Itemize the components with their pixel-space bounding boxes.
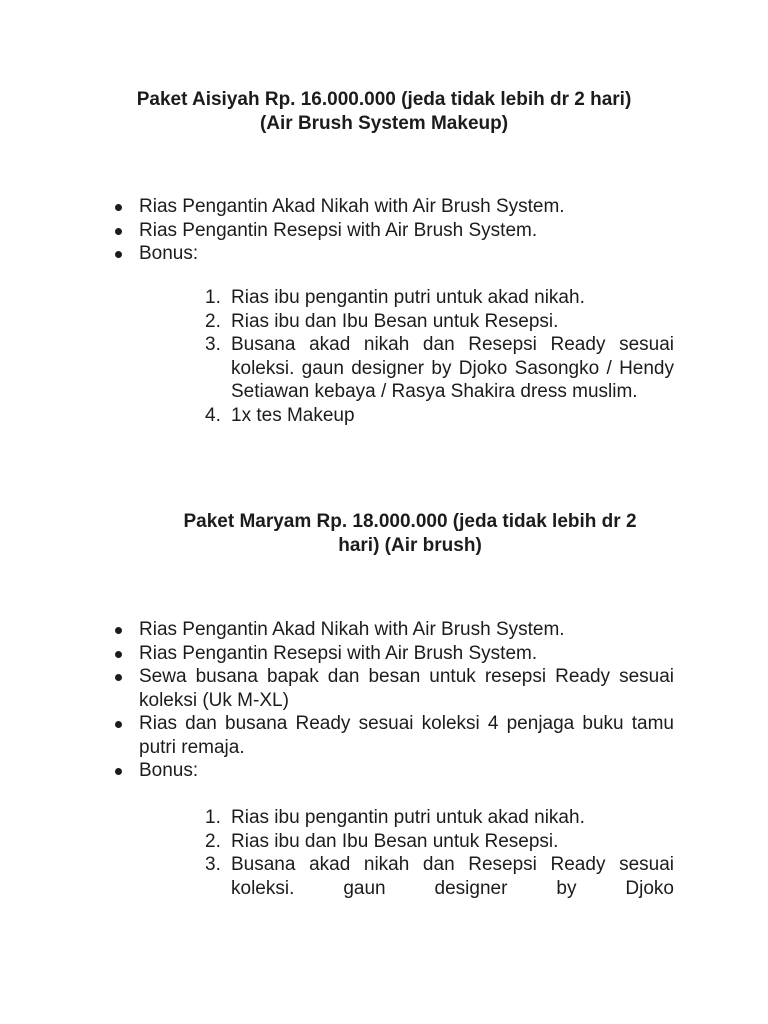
package-aisiyah-title-line1: Paket Aisiyah Rp. 16.000.000 (jeda tidak lebih dr 2 hari)	[136, 89, 632, 110]
list-item: 3. Busana akad nikah dan Resepsi Ready sesuai koleksi. gaun designer by Djoko	[205, 854, 674, 899]
package-aisiyah-title	[60, 88, 708, 136]
list-item: 2. Rias ibu dan Ibu Besan untuk Resepsi.	[205, 310, 559, 332]
package-maryam-items	[112, 618, 674, 783]
package-aisiyah-title-line2: (Air Brush System Makeup)	[259, 113, 509, 134]
bullet-icon	[115, 721, 122, 728]
list-item: Rias Pengantin Akad Nikah with Air Brush System.	[112, 195, 674, 219]
list-item: Rias Pengantin Resepsi with Air Brush System.	[112, 642, 674, 666]
list-item: 3. Busana akad nikah dan Resepsi Ready sesuai koleksi. gaun designer by Djoko Sasongko / Hendy Setiawan kebaya / Rasya Shakira dress muslim.	[205, 334, 674, 402]
list-item: 4. 1x tes Makeup	[205, 404, 355, 426]
package-maryam-title	[130, 510, 690, 558]
list-item: 1. Rias ibu pengantin putri untuk akad nikah.	[205, 287, 585, 308]
package-maryam-title-line2: hari) (Air brush)	[338, 535, 482, 556]
list-item: Sewa busana bapak dan besan untuk resepsi Ready sesuai koleksi (Uk M-XL)	[112, 665, 674, 712]
bullet-icon	[115, 228, 122, 235]
list-item: 2. Rias ibu dan Ibu Besan untuk Resepsi.	[205, 830, 559, 852]
list-item: Rias dan busana Ready sesuai koleksi 4 penjaga buku tamu putri remaja.	[112, 712, 674, 759]
bullet-icon	[115, 204, 122, 211]
package-aisiyah-bonus	[205, 286, 674, 427]
package-maryam-title-line1: Paket Maryam Rp. 18.000.000 (jeda tidak lebih dr 2	[183, 511, 637, 532]
bullet-icon	[115, 674, 122, 681]
list-item: Rias Pengantin Resepsi with Air Brush System.	[112, 219, 674, 243]
package-aisiyah-items	[112, 195, 674, 266]
list-item: Rias Pengantin Akad Nikah with Air Brush System.	[112, 618, 674, 642]
bullet-icon	[115, 251, 122, 258]
package-maryam-bonus	[205, 806, 674, 900]
list-item: 1. Rias ibu pengantin putri untuk akad nikah.	[205, 807, 585, 828]
bullet-icon	[115, 651, 122, 658]
bullet-icon	[115, 627, 122, 634]
list-item: Bonus:	[112, 759, 674, 783]
list-item: Bonus:	[112, 242, 674, 266]
bullet-icon	[115, 768, 122, 775]
